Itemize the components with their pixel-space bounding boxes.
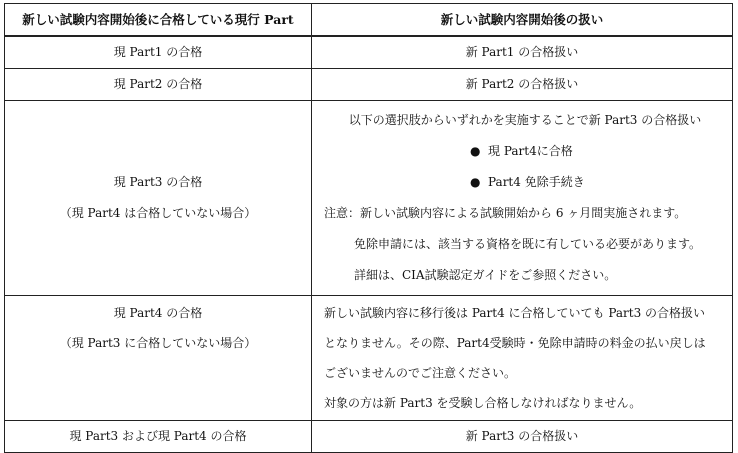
note-line: 詳細は、CIA試験認定ガイドをご参照ください。 (354, 268, 617, 282)
treatment-cell: 新 Part3 の合格扱い (312, 421, 733, 453)
current-pass-cell (5, 296, 312, 421)
option-label: 現 Part4に合格 (488, 144, 573, 158)
current-pass-label: 現 Part4 の合格 (113, 306, 203, 320)
treatment-line: ございませんのでご注意ください。 (324, 366, 517, 380)
treatment-intro: 以下の選択肢からいずれかを実施することで新 Part3 の合格扱い (348, 113, 702, 127)
table-row (5, 69, 733, 101)
table-row (5, 36, 733, 69)
note-line: 注意：新しい試験内容による試験開始から 6 ヶ月間実施されます。 (324, 206, 687, 220)
note-line: 免除申請には、該当する資格を既に有している必要があります。 (354, 237, 702, 251)
header-current-part: 新しい試験内容開始後に合格している現行 Part (5, 4, 312, 37)
treatment-line: 対象の方は新 Part3 を受験し合格しなければなりません。 (324, 396, 642, 410)
treatment-line: となりません。その際、Part4受験時・免除申請時の料金の払い戻しは (324, 336, 706, 350)
bullet-icon: ● (470, 175, 481, 189)
option-item (324, 136, 726, 167)
table-row (5, 101, 733, 296)
current-pass-condition: （現 Part4 は合格していない場合） (59, 206, 257, 220)
table-header-row (5, 4, 733, 37)
table-row (5, 421, 733, 453)
treatment-cell (312, 101, 733, 296)
current-pass-cell: 現 Part2 の合格 (5, 69, 312, 101)
current-pass-cell (5, 101, 312, 296)
current-pass-cell: 現 Part1 の合格 (5, 36, 312, 69)
bullet-icon: ● (470, 144, 481, 158)
treatment-line: 新しい試験内容に移行後は Part4 に合格していても Part3 の合格扱い (324, 306, 706, 320)
header-new-treatment: 新しい試験内容開始後の扱い (312, 4, 733, 37)
current-pass-condition: （現 Part3 に合格していない場合） (59, 336, 257, 350)
option-item (324, 167, 726, 198)
option-label: Part4 免除手続き (488, 175, 585, 189)
table-row (5, 296, 733, 421)
treatment-cell (312, 296, 733, 421)
treatment-cell: 新 Part2 の合格扱い (312, 69, 733, 101)
current-pass-cell: 現 Part3 および現 Part4 の合格 (5, 421, 312, 453)
treatment-cell: 新 Part1 の合格扱い (312, 36, 733, 69)
exam-transition-table (4, 3, 733, 453)
current-pass-label: 現 Part3 の合格 (113, 175, 203, 189)
